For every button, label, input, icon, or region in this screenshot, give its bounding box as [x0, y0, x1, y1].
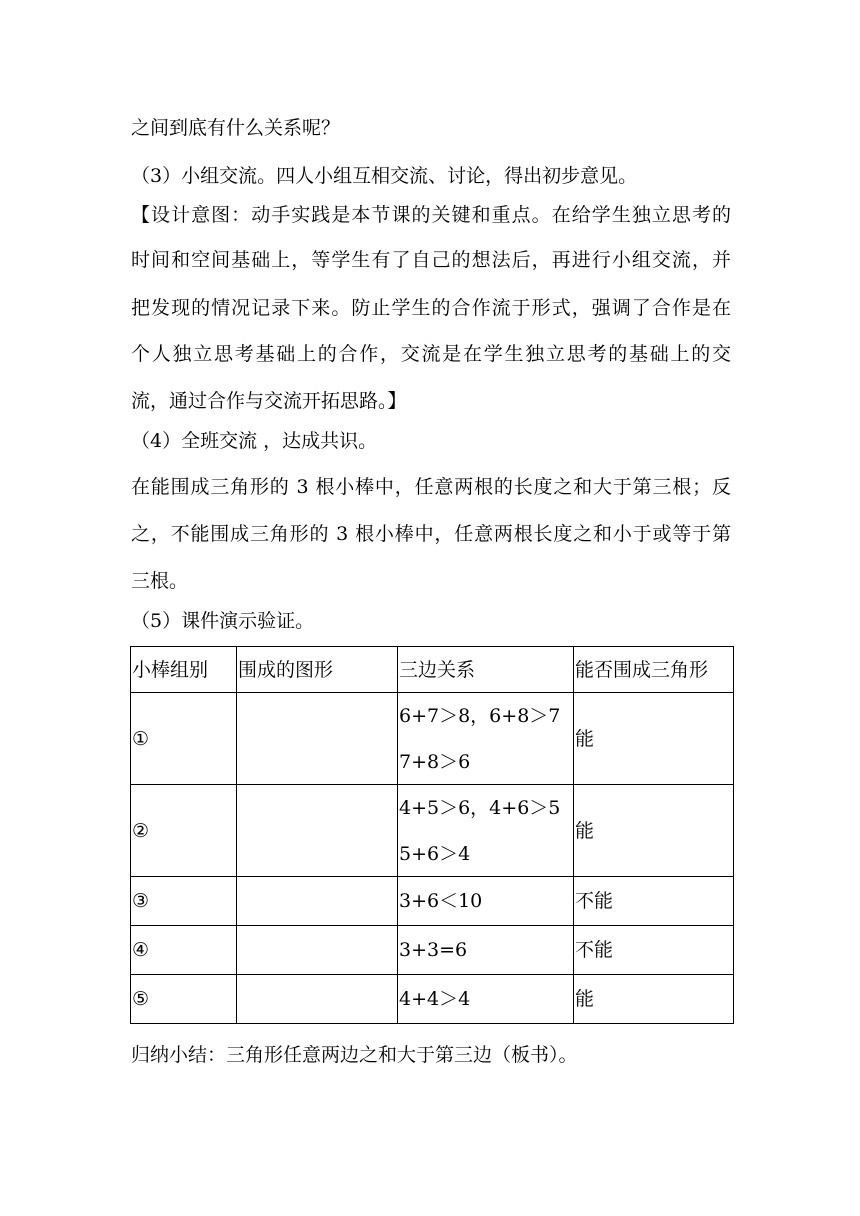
group-cell: ⑤: [131, 975, 237, 1024]
group-cell: ③: [131, 877, 237, 926]
table-row: [131, 785, 734, 877]
design-intent-line-3: 把发现的情况记录下来。防止学生的合作流于形式，强调了合作是在: [131, 297, 731, 319]
group-cell: ①: [131, 693, 237, 785]
result-cell: 能: [574, 975, 734, 1024]
summary-line: 归纳小结：三角形任意两边之和大于第三边（板书）。: [131, 1044, 578, 1066]
relation-line: 4+5＞6，4+6＞5: [399, 796, 561, 819]
relation-cell: 4+4＞4: [398, 975, 574, 1024]
step-5-line: （5）课件演示验证。: [131, 610, 315, 632]
design-intent-line-4: 个人独立思考基础上的合作，交流是在学生独立思考的基础上的交: [131, 343, 731, 365]
result-cell: 能: [574, 785, 734, 877]
relation-cell: [398, 785, 574, 877]
relation-line: 5+6＞4: [399, 842, 471, 865]
conclusion-line-3: 三根。: [131, 570, 189, 592]
result-cell: 不能: [574, 926, 734, 975]
conclusion-line-2: 之，不能围成三角形的 3 根小棒中，任意两根长度之和小于或等于第: [131, 523, 731, 545]
result-cell: 不能: [574, 877, 734, 926]
shape-cell: [237, 693, 398, 785]
relation-cell: [398, 693, 574, 785]
relation-cell: 3+6＜10: [398, 877, 574, 926]
header-cell-result: 能否围成三角形: [574, 647, 734, 693]
header-cell-group: 小棒组别: [131, 647, 237, 693]
design-intent-line-5: 流，通过合作与交流开拓思路。】: [131, 390, 407, 412]
relation-line: 7+8＞6: [399, 750, 471, 773]
conclusion-line-1: 在能围成三角形的 3 根小棒中，任意两根的长度之和大于第三根；反: [131, 476, 731, 498]
relation-line: 6+7＞8，6+8＞7: [399, 704, 561, 727]
shape-cell: [237, 785, 398, 877]
relation-cell: 3+3=6: [398, 926, 574, 975]
header-cell-shape: 围成的图形: [237, 647, 398, 693]
group-cell: ②: [131, 785, 237, 877]
table-row: [131, 693, 734, 785]
table-header-row: [131, 647, 734, 693]
table-row: [131, 975, 734, 1024]
design-intent-line-2: 时间和空间基础上，等学生有了自己的想法后，再进行小组交流，并: [131, 249, 731, 271]
design-intent-line-1: 【设计意图：动手实践是本节课的关键和重点。在给学生独立思考的: [131, 204, 731, 226]
step-3-line: （3）小组交流。四人小组互相交流、讨论，得出初步意见。: [131, 165, 638, 187]
triangle-sides-table: [130, 646, 734, 1024]
result-cell: 能: [574, 693, 734, 785]
table-row: [131, 877, 734, 926]
table-row: [131, 926, 734, 975]
shape-cell: [237, 926, 398, 975]
step-4-line: （4）全班交流 ，达成共识。: [131, 430, 378, 452]
header-cell-relation: 三边关系: [398, 647, 574, 693]
group-cell: ④: [131, 926, 237, 975]
shape-cell: [237, 877, 398, 926]
paragraph-line-1: 之间到底有什么关系呢？: [131, 117, 341, 139]
shape-cell: [237, 975, 398, 1024]
